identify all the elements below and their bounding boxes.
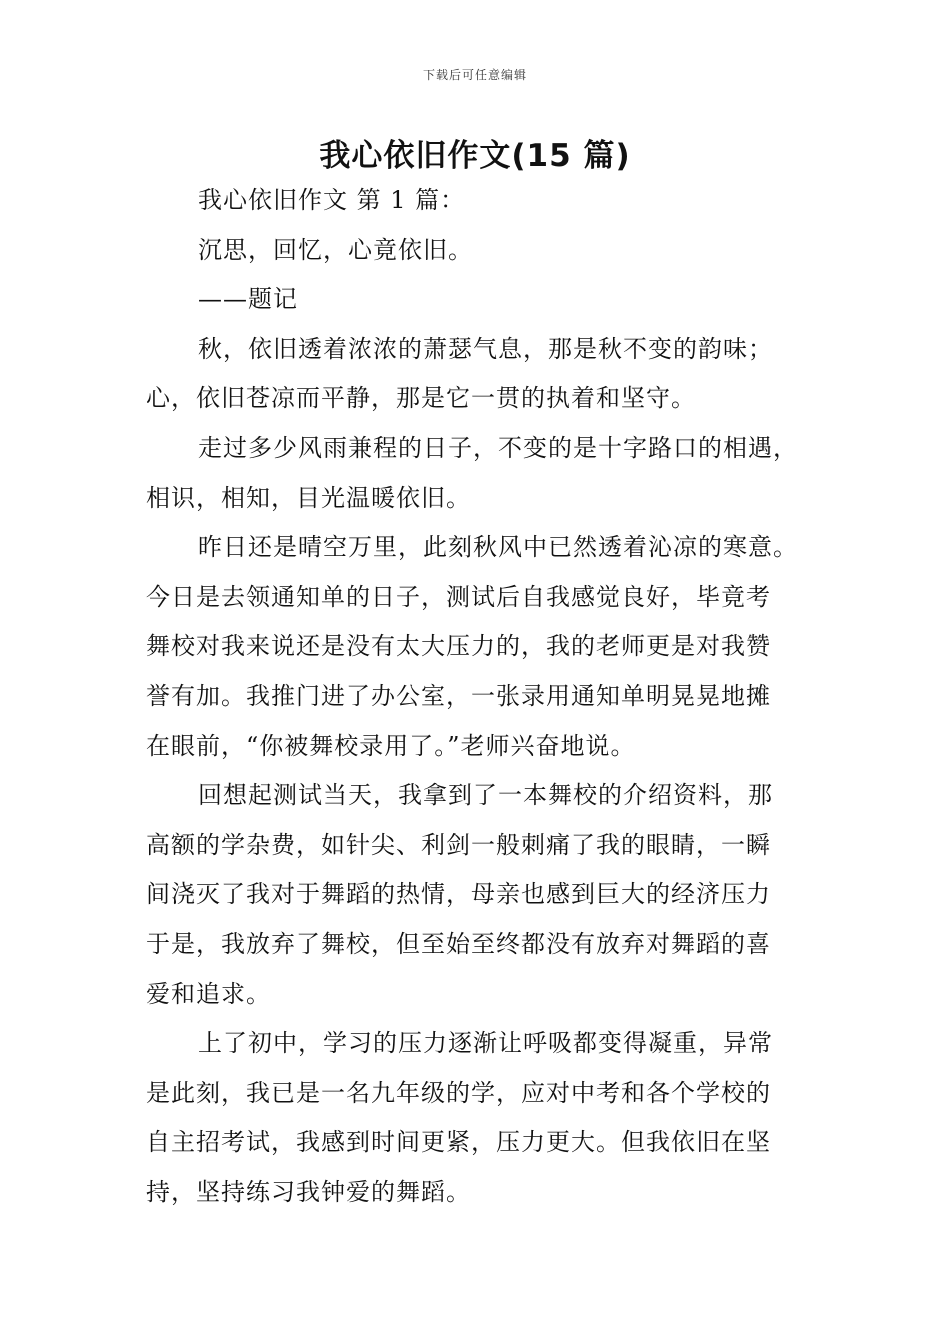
text-line: 爱和追求。	[146, 979, 271, 1008]
text-line: 上了初中，学习的压力逐渐让呼吸都变得凝重，异常	[198, 1029, 773, 1058]
text-line: 间浇灭了我对于舞蹈的热情，母亲也感到巨大的经济压力	[146, 880, 771, 909]
text-line: ——题记	[198, 285, 298, 314]
text-line: 于是，我放弃了舞校，但至始至终都没有放弃对舞蹈的喜	[146, 929, 771, 958]
text-line: 是此刻，我已是一名九年级的学，应对中考和各个学校的	[146, 1078, 771, 1107]
text-line: 舞校对我来说还是没有太大压力的，我的老师更是对我赞	[146, 632, 771, 661]
text-line: 昨日还是晴空万里，此刻秋风中已然透着沁凉的寒意。	[198, 533, 798, 562]
text-line: 自主招考试，我感到时间更紧，压力更大。但我依旧在坚	[146, 1128, 771, 1157]
text-line: 走过多少风雨兼程的日子，不变的是十字路口的相遇，	[198, 433, 798, 462]
text-line: 回想起测试当天，我拿到了一本舞校的介绍资料，那	[198, 781, 773, 810]
text-line: 我心依旧作文 第 1 篇：	[198, 186, 466, 214]
text-line: 持，坚持练习我钟爱的舞蹈。	[146, 1177, 471, 1206]
text-line: 秋，依旧透着浓浓的萧瑟气息，那是秋不变的韵味；	[198, 334, 773, 363]
document-body	[146, 176, 816, 1217]
text-line: 誉有加。我推门进了办公室，一张录用通知单明晃晃地摊	[146, 681, 771, 710]
text-line: 沉思，回忆，心竟依旧。	[198, 235, 473, 264]
text-line: 今日是去领通知单的日子，测试后自我感觉良好，毕竟考	[146, 582, 771, 611]
page-header-note: 下载后可任意编辑	[422, 68, 527, 82]
text-line: 在眼前，“你被舞校录用了。”老师兴奋地说。	[146, 731, 636, 760]
text-line: 心，依旧苍凉而平静，那是它一贯的执着和坚守。	[146, 384, 696, 413]
text-line: 高额的学杂费，如针尖、利剑一般刺痛了我的眼睛，一瞬	[146, 830, 771, 859]
text-line: 相识，相知，目光温暖依旧。	[146, 483, 471, 512]
document-title: 我心依旧作文(15 篇)	[319, 138, 631, 174]
